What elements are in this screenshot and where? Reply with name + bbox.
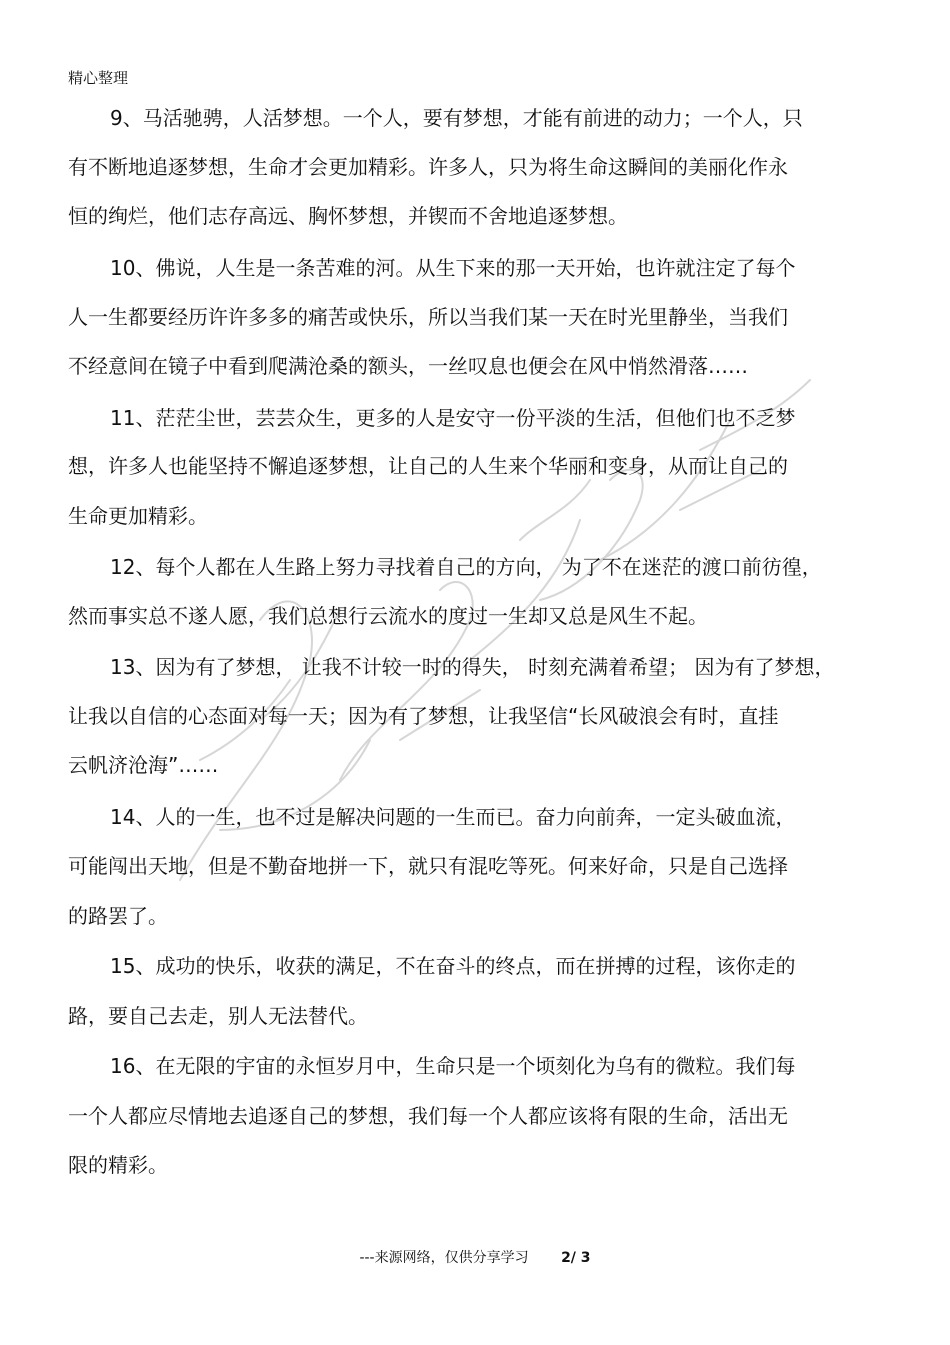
text-line: 路，要自己去走，别人无法替代。: [68, 1004, 368, 1028]
text-line: 云帆济沧海”……: [68, 753, 219, 777]
text-line: 9、马活驰骋，人活梦想。一个人，要有梦想，才能有前进的动力；一个人，只: [110, 106, 803, 130]
watermark-graphic: [140, 360, 840, 920]
text-line: 可能闯出天地，但是不勤奋地拼一下，就只有混吃等死。何来好命，只是自己选择: [68, 854, 788, 878]
text-line: 16、在无限的宇宙的永恒岁月中，生命只是一个顷刻化为乌有的微粒。我们每: [110, 1054, 796, 1078]
page-footer: [0, 1248, 950, 1268]
text-line: 13、因为有了梦想， 让我不计较一时的得失， 时刻充满着希望； 因为有了梦想，: [110, 655, 835, 679]
text-line: 人一生都要经历许许多多的痛苦或快乐，所以当我们某一天在时光里静坐，当我们: [68, 305, 788, 329]
text-line: 一个人都应尽情地去追逐自己的梦想，我们每一个人都应该将有限的生命，活出无: [68, 1104, 788, 1128]
footer-source: ---来源网络，仅供分享学习: [359, 1250, 529, 1266]
text-line: 有不断地追逐梦想，生命才会更加精彩。许多人，只为将生命这瞬间的美丽化作永: [68, 155, 788, 179]
text-line: 15、成功的快乐，收获的满足，不在奋斗的终点，而在拼搏的过程，该你走的: [110, 954, 796, 978]
text-line: 10、佛说，人生是一条苦难的河。从生下来的那一天开始，也许就注定了每个: [110, 256, 796, 280]
text-line: 不经意间在镜子中看到爬满沧桑的额头，一丝叹息也便会在风中悄然滑落……: [68, 354, 748, 378]
text-line: 让我以自信的心态面对每一天；因为有了梦想，让我坚信“长风破浪会有时，直挂: [68, 704, 779, 728]
text-line: 限的精彩。: [68, 1153, 168, 1177]
page-header-label: 精心整理: [68, 69, 129, 87]
text-line: 想，许多人也能坚持不懈追逐梦想，让自己的人生来个华丽和变身，从而让自己的: [68, 454, 788, 478]
text-line: 然而事实总不遂人愿，我们总想行云流水的度过一生却又总是风生不起。: [68, 604, 708, 628]
page-number: 2/ 3: [561, 1250, 591, 1266]
text-line: 的路罢了。: [68, 904, 168, 928]
text-line: 12、每个人都在人生路上努力寻找着自己的方向， 为了不在迷茫的渡口前彷徨，: [110, 555, 822, 579]
text-line: 恒的绚烂，他们志存高远、胸怀梦想，并锲而不舍地追逐梦想。: [68, 204, 628, 228]
text-line: 11、茫茫尘世，芸芸众生，更多的人是安守一份平淡的生活，但他们也不乏梦: [110, 406, 796, 430]
text-line: 生命更加精彩。: [68, 504, 208, 528]
text-line: 14、人的一生，也不过是解决问题的一生而已。奋力向前奔，一定头破血流，: [110, 805, 796, 829]
